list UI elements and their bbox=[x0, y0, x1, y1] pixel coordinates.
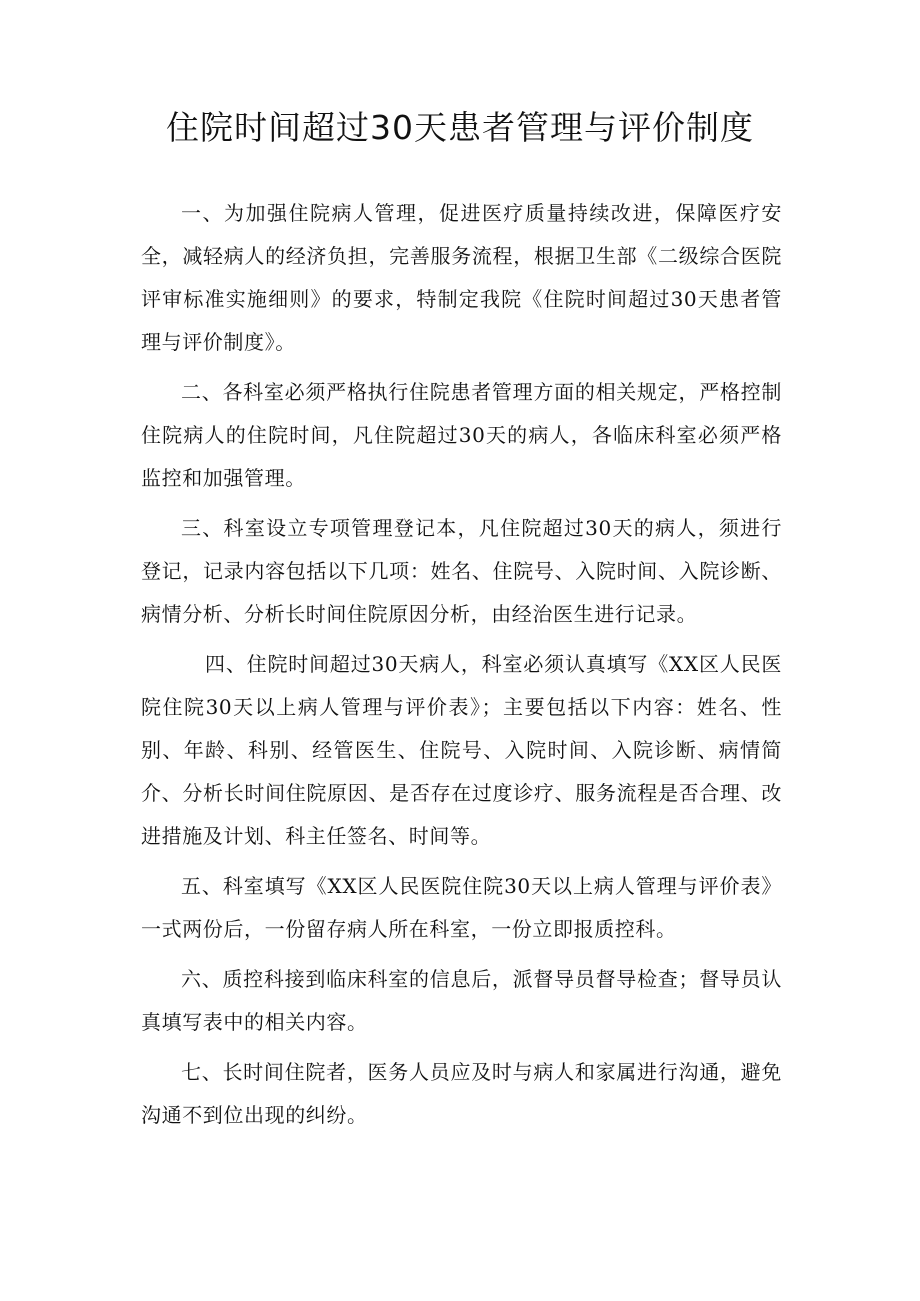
document-body bbox=[141, 192, 782, 1144]
paragraph-2: 二、各科室必须严格执行住院患者管理方面的相关规定，严格控制住院病人的住院时间，凡住院超过30天的病人，各临床科室必须严格监控和加强管理。 bbox=[141, 380, 782, 490]
paragraph-5: 五、科室填写《XX区人民医院住院30天以上病人管理与评价表》一式两份后，一份留存病人所在科室，一份立即报质控科。 bbox=[141, 874, 782, 941]
paragraph-4: 四、住院时间超过30天病人，科室必须认真填写《XX区人民医院住院30天以上病人管理与评价表》；主要包括以下内容：姓名、性别、年龄、科别、经管医生、住院号、入院时间、入院诊断、病情简介、分析长时间住院原因、是否存在过度诊疗、服务流程是否合理、改进措施及计划、科主任签名、时间等。 bbox=[141, 652, 782, 848]
paragraph-3: 三、科室设立专项管理登记本，凡住院超过30天的病人，须进行登记，记录内容包括以下几项：姓名、住院号、入院时间、入院诊断、病情分析、分析长时间住院原因分析，由经治医生进行记录。 bbox=[141, 516, 782, 626]
paragraph-1: 一、为加强住院病人管理，促进医疗质量持续改进，保障医疗安全，减轻病人的经济负担，完善服务流程，根据卫生部《二级综合医院评审标准实施细则》的要求，特制定我院《住院时间超过30天患者管理与评价制度》。 bbox=[141, 201, 782, 354]
paragraph-6: 六、质控科接到临床科室的信息后，派督导员督导检查；督导员认真填写表中的相关内容。 bbox=[141, 967, 782, 1034]
document-title: 住院时间超过30天患者管理与评价制度 bbox=[166, 108, 754, 147]
paragraph-7: 七、长时间住院者，医务人员应及时与病人和家属进行沟通，避免沟通不到位出现的纠纷。 bbox=[141, 1060, 782, 1127]
